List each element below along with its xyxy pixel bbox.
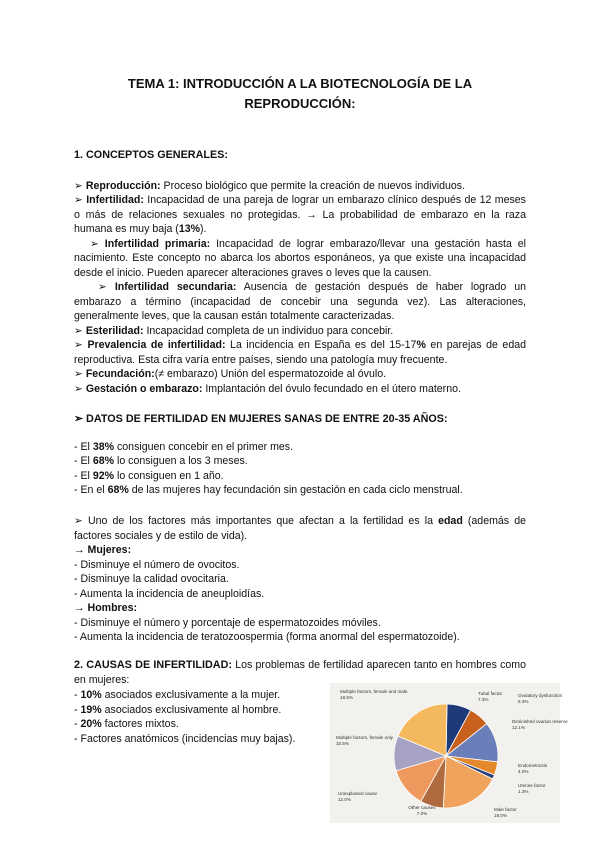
pie-slices xyxy=(394,704,498,808)
list-item: - Disminuye la calidad ovocitaria. xyxy=(74,573,229,585)
def-reproduccion xyxy=(74,179,526,194)
definition-end: en parejas de edad reproductiva. Esta cifra varía entre países, siendo una patología muy frecuente. xyxy=(74,339,526,366)
infertility-causes-pie-chart xyxy=(330,683,568,823)
item-text: lo consiguen a los 3 meses. xyxy=(114,455,248,467)
definition: Incapacidad de lograr embarazo/llevar una gestación hasta el nacimiento. Este concepto no abarca los abortos esponáneos, ya que existe una incapacidad desde el inicio. Pueden aparecer alteraciones graves o leves que la causen. xyxy=(74,237,526,279)
term: Gestación o embarazo: xyxy=(85,382,203,395)
definition: (≠ embarazo) Unión del espermatozoide al óvulo. xyxy=(154,368,387,380)
slice-label-value: 7.3% xyxy=(478,697,489,702)
item-prefix: - xyxy=(74,689,81,701)
item-text: asociados exclusivamente a la mujer. xyxy=(101,689,281,701)
item-text: consiguen concebir en el primer mes. xyxy=(114,440,294,453)
term: Reproducción: xyxy=(85,179,161,192)
section-2-heading: 2. CAUSAS DE INFERTILIDAD: xyxy=(74,659,232,671)
bullet-arrow: ➢ xyxy=(74,179,86,192)
definition: Proceso biológico que permite la creación de nuevos individuos. xyxy=(160,179,466,192)
slice-label-name: Other causes xyxy=(408,805,436,810)
title-line-2: REPRODUCCIÓN: xyxy=(244,96,356,111)
percentage: 13% xyxy=(178,223,201,235)
slice-label-value: 10.5% xyxy=(336,741,350,746)
list-item xyxy=(74,469,526,484)
item-prefix: - xyxy=(74,703,81,716)
def-esterilidad xyxy=(74,324,526,339)
bullet-arrow: ➢ xyxy=(74,194,87,206)
list-item xyxy=(74,440,526,455)
bullet-arrow: ➢ xyxy=(98,281,115,293)
keyword-edad: edad xyxy=(438,515,463,527)
slice-label-value: 6.3% xyxy=(518,699,529,704)
slice-label-name: Endometriosis xyxy=(518,763,548,768)
list-item: - Aumenta la incidencia de aneuploidías. xyxy=(74,587,265,600)
list-item xyxy=(74,703,324,718)
section-1-heading: 1. CONCEPTOS GENERALES: xyxy=(74,149,228,161)
slice-label-value: 1.3% xyxy=(518,789,529,794)
term: Infertilidad secundaria: xyxy=(114,281,237,293)
list-item: - Disminuye el número de ovocitos. xyxy=(74,558,240,571)
slice-label-value: 12.0% xyxy=(338,797,352,802)
section-factores-edad xyxy=(74,514,526,645)
hombres-label: → Hombres: xyxy=(74,602,137,614)
item-prefix: - El xyxy=(74,440,93,453)
factores-intro xyxy=(74,514,526,543)
definition-end: ). xyxy=(200,223,207,235)
list-item: - Aumenta la incidencia de teratozoospermia (forma anormal del espermatozoide). xyxy=(74,631,460,643)
percentage: 92% xyxy=(92,469,115,482)
bullet-arrow: ➢ xyxy=(74,339,88,351)
def-gestacion xyxy=(74,382,526,397)
def-infertilidad xyxy=(74,193,526,237)
item-text: Factores anatómicos (incidencias muy bajas). xyxy=(80,732,296,745)
datos-heading: ➢ DATOS DE FERTILIDAD EN MUJERES SANAS DE ENTRE 20-35 AÑOS: xyxy=(74,413,448,425)
definition: La incidencia en España es del 15-17 xyxy=(225,339,417,351)
slice-label-name: Tubal factor xyxy=(478,691,503,696)
slice-label-value: 12.1% xyxy=(512,725,526,730)
item-prefix: - El xyxy=(74,455,93,467)
list-item xyxy=(74,688,324,703)
list-item xyxy=(74,732,324,747)
slice-label-name: Multiple factors, female and male xyxy=(340,689,408,694)
item-prefix: - El xyxy=(74,469,93,482)
definition: Implantación del óvulo fecundado en el útero materno. xyxy=(202,382,461,395)
term: Prevalencia de infertilidad: xyxy=(87,339,226,351)
slice-label-name: Ovulatory dysfunction xyxy=(518,693,563,698)
term: Esterilidad: xyxy=(85,324,144,337)
document-title xyxy=(60,74,540,114)
percentage: 68% xyxy=(107,484,129,496)
percentage: 19% xyxy=(80,703,102,716)
def-prevalencia xyxy=(74,338,526,367)
slice-label-name: Unexplained cause xyxy=(338,791,378,796)
intro-text: Los problemas de fertilidad aparecen tanto en hombres como en mujeres: xyxy=(74,659,526,686)
slice-label-value: 18.5% xyxy=(340,695,354,700)
percentage: 20% xyxy=(80,718,102,730)
item-prefix: - xyxy=(74,718,81,730)
slice-label-name: Diminished ovarian reserve xyxy=(512,719,568,724)
item-text: de las mujeres hay fecundación sin gestación en cada ciclo menstrual. xyxy=(128,484,463,496)
definition: Incapacidad completa de un individuo para concebir. xyxy=(143,324,394,337)
bullet-arrow: ➢ xyxy=(74,382,86,395)
section-conceptos-generales xyxy=(74,148,526,396)
intro-text-end: (además de factores sociales y de estilo de vida). xyxy=(74,515,526,542)
slice-label-name: Uterine factor xyxy=(518,783,546,788)
title-line-1: TEMA 1: INTRODUCCIÓN A LA BIOTECNOLOGÍA DE LA xyxy=(127,76,473,91)
percentage: 38% xyxy=(92,440,115,453)
percentage: % xyxy=(416,339,426,351)
bullet-arrow: ➢ xyxy=(74,368,86,380)
term: Infertilidad: xyxy=(86,194,144,206)
list-item xyxy=(74,454,526,469)
item-prefix: - xyxy=(74,732,81,745)
list-item xyxy=(74,483,526,498)
slice-label-name: Multiple factors, female only xyxy=(336,735,393,740)
slice-label-value: 4.0% xyxy=(518,769,529,774)
causas-list xyxy=(74,688,324,746)
def-infertilidad-primaria xyxy=(74,237,526,281)
list-item xyxy=(74,717,324,732)
slice-label-value: 18.0% xyxy=(494,813,508,818)
section-datos-fertilidad xyxy=(74,412,526,498)
item-prefix: - En el xyxy=(74,484,108,496)
bullet-arrow: ➢ xyxy=(90,237,105,250)
list-item: - Disminuye el número y porcentaje de espermatozoides móviles. xyxy=(74,616,381,629)
bullet-arrow: ➢ xyxy=(74,324,86,337)
slice-label-name: Male factor xyxy=(494,807,517,812)
slice-label-value: 7.0% xyxy=(416,811,428,816)
percentage: 68% xyxy=(92,455,115,467)
intro-text: ➢ Uno de los factores más importantes que afectan a la fertilidad es la xyxy=(74,515,439,527)
definition: Ausencia de gestación después de haber logrado un embarazo a término (incapacidad de concebir una segunda vez). Las alteraciones, generalmente leves, que la causan están totalmente caracterizadas. xyxy=(74,281,526,322)
item-text: lo consiguen en 1 año. xyxy=(114,469,224,482)
percentage: 10% xyxy=(80,689,102,701)
term: Infertilidad primaria: xyxy=(104,237,211,250)
item-text: factores mixtos. xyxy=(101,718,179,730)
def-fecundacion xyxy=(74,367,526,382)
mujeres-label: → Mujeres: xyxy=(74,544,132,556)
term: Fecundación: xyxy=(85,368,155,380)
item-text: asociados exclusivamente al hombre. xyxy=(101,703,282,716)
def-infertilidad-secundaria xyxy=(74,280,526,324)
definition: Incapacidad de una pareja de lograr un embarazo clínico después de 12 meses o más de relaciones sexuales no protegidas. → La probabilidad de embarazo en la raza humana es muy baja ( xyxy=(74,194,526,235)
